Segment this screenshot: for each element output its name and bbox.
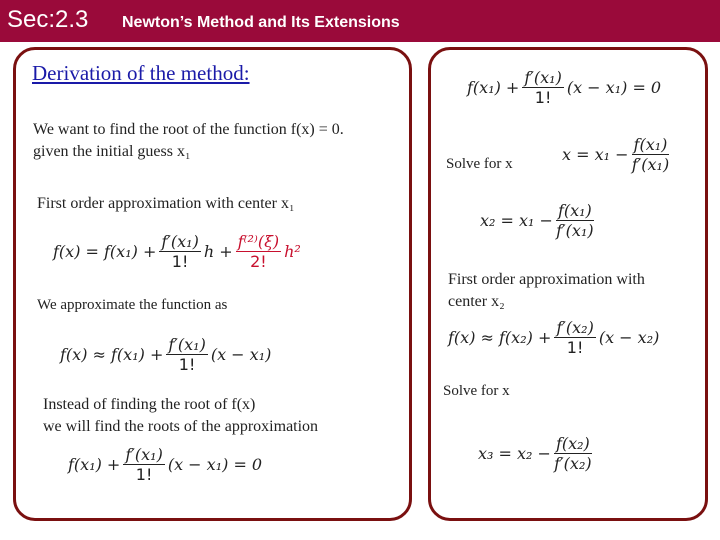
- eq-part: h +: [203, 242, 233, 261]
- eq-part: f(x) ≈ f(x₁) +: [60, 345, 164, 364]
- eq-part: (x − x₁): [210, 345, 272, 364]
- denominator: 1!: [135, 465, 153, 484]
- fraction: [632, 135, 670, 174]
- taylor-equation: [53, 232, 301, 271]
- denominator: f′(x₁): [631, 155, 670, 174]
- numerator: f′(x₁): [125, 445, 163, 464]
- denominator: 1!: [566, 338, 584, 357]
- x3-equation: [478, 434, 595, 473]
- eq-part: (x − x₁) = 0: [566, 78, 662, 97]
- root-equation: [68, 445, 262, 484]
- eq-part: (x − x₂): [598, 328, 660, 347]
- text-line: center x₂: [448, 293, 505, 310]
- numerator: f(x₁): [557, 201, 592, 220]
- eq-part: x₃ = x₂ −: [478, 444, 551, 463]
- denominator: 1!: [171, 252, 189, 271]
- eq-part: f(x₁) +: [68, 455, 121, 474]
- section-number: Sec:2.3: [7, 6, 89, 33]
- denominator: f′(x₁): [556, 221, 594, 240]
- approx-equation: [60, 335, 271, 374]
- numerator: f(x₂): [555, 434, 590, 453]
- text-line: given the initial guess x₁: [33, 143, 191, 160]
- numerator: f′(x₁): [168, 335, 206, 354]
- fraction: [554, 318, 595, 357]
- text-line: Instead of finding the root of f(x): [43, 396, 256, 413]
- fraction: [522, 68, 563, 107]
- fraction: [123, 445, 164, 484]
- numerator: f′(x₂): [556, 318, 594, 337]
- eq-part: f(x) = f(x₁) +: [53, 242, 157, 261]
- fraction: [159, 232, 200, 271]
- root-equation: [467, 68, 661, 107]
- eq-part: f(x) ≈ f(x₂) +: [448, 328, 552, 347]
- eq-part: (x − x₁) = 0: [167, 455, 263, 474]
- eq-part: h²: [284, 242, 301, 261]
- numerator: f′(x₁): [524, 68, 562, 87]
- text-line: We approximate the function as: [37, 297, 228, 313]
- derivation-title: Derivation of the method:: [32, 61, 250, 85]
- numerator: f′(x₁): [161, 232, 199, 251]
- eq-part: x₂ = x₁ −: [480, 211, 553, 230]
- denominator: 2!: [250, 252, 267, 271]
- fraction: [556, 201, 594, 240]
- eq-part: x = x₁ −: [562, 145, 629, 164]
- remainder-fraction: [236, 232, 282, 271]
- newton-step-equation: [562, 135, 672, 174]
- fraction: [554, 434, 592, 473]
- numerator: f⁽²⁾(ξ): [237, 232, 280, 251]
- approx-equation-x2: [448, 318, 659, 357]
- numerator: f(x₁): [633, 135, 668, 154]
- denominator: 1!: [534, 88, 552, 107]
- header-bar: [0, 0, 720, 42]
- fraction: [166, 335, 207, 374]
- solve-label: Solve for x: [446, 156, 513, 172]
- text-line: First order approximation with center x₁: [37, 195, 295, 212]
- denominator: f′(x₂): [554, 454, 592, 473]
- x2-equation: [480, 201, 597, 240]
- text-line: we will find the roots of the approximation: [43, 418, 319, 435]
- text-line: First order approximation with: [448, 271, 645, 288]
- denominator: 1!: [178, 355, 196, 374]
- solve-label: Solve for x: [443, 383, 510, 399]
- eq-part: f(x₁) +: [467, 78, 520, 97]
- text-line: We want to find the root of the function f(x) = 0.: [33, 121, 344, 138]
- slide-title: Newton’s Method and Its Extensions: [122, 14, 400, 31]
